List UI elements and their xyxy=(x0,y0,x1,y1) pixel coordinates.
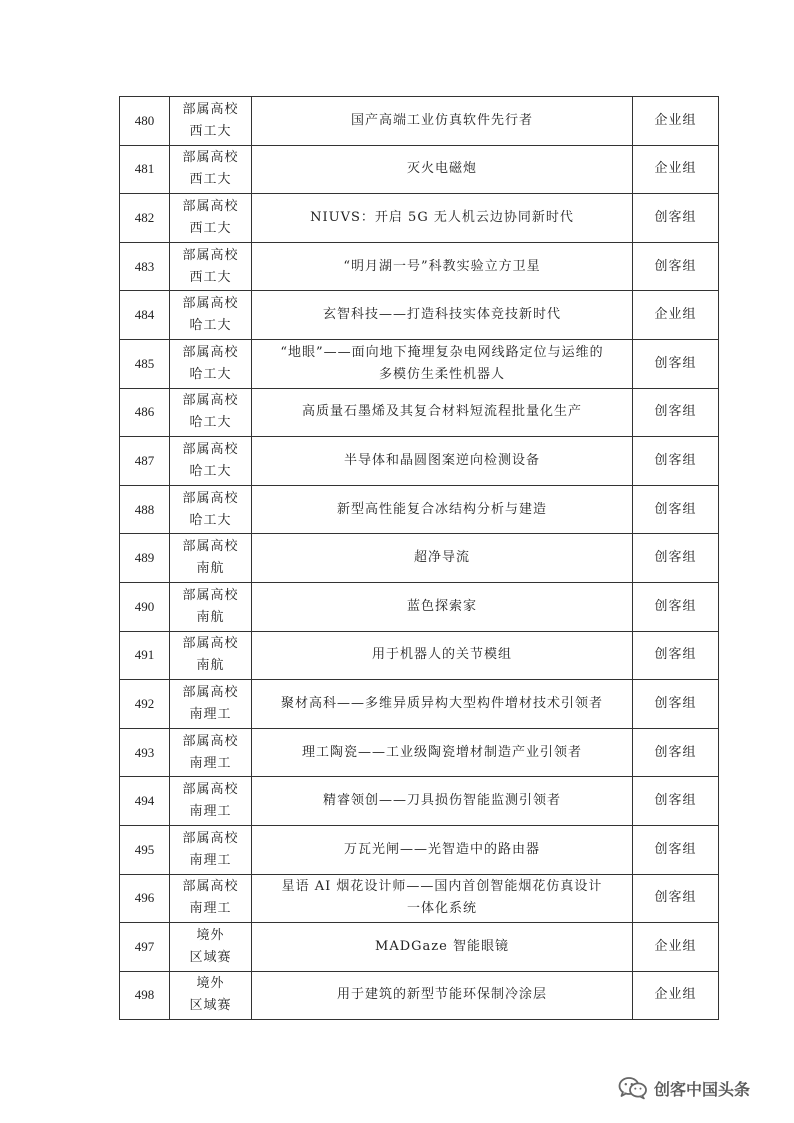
project-name-line: 新型高性能复合冰结构分析与建造 xyxy=(336,501,547,517)
row-number: 480 xyxy=(120,97,170,146)
row-number: 485 xyxy=(120,339,170,388)
project-name-cell xyxy=(252,437,633,486)
category-cell: 创客组 xyxy=(633,485,719,534)
project-name-cell xyxy=(252,291,633,340)
project-name-cell xyxy=(252,923,633,972)
row-number: 487 xyxy=(120,437,170,486)
table-row xyxy=(120,631,719,680)
unit-cell xyxy=(170,680,252,729)
unit-name: 西工大 xyxy=(189,172,232,188)
project-name-cell xyxy=(252,874,633,923)
unit-name: 南航 xyxy=(196,609,225,625)
project-name-line: “地眼”——面向地下掩埋复杂电网线路定位与运维的 xyxy=(280,344,604,360)
unit-name: 哈工大 xyxy=(189,512,232,528)
project-name-cell xyxy=(252,339,633,388)
unit-name: 南理工 xyxy=(189,804,232,820)
watermark xyxy=(618,1076,750,1100)
category-cell: 创客组 xyxy=(633,680,719,729)
wechat-icon xyxy=(618,1076,648,1100)
project-name-cell xyxy=(252,777,633,826)
unit-name: 南理工 xyxy=(189,755,232,771)
unit-cell xyxy=(170,582,252,631)
unit-type: 部属高校 xyxy=(182,539,239,555)
unit-cell xyxy=(170,291,252,340)
unit-cell xyxy=(170,339,252,388)
category-cell: 创客组 xyxy=(633,194,719,243)
unit-type: 部属高校 xyxy=(182,344,239,360)
row-number: 493 xyxy=(120,728,170,777)
category-cell: 企业组 xyxy=(633,923,719,972)
unit-cell xyxy=(170,485,252,534)
table-row xyxy=(120,874,719,923)
unit-name: 南理工 xyxy=(189,901,232,917)
unit-cell xyxy=(170,97,252,146)
project-name-cell xyxy=(252,582,633,631)
category-cell: 企业组 xyxy=(633,145,719,194)
unit-name: 区域赛 xyxy=(189,949,232,965)
project-name-line: 灭火电磁炮 xyxy=(406,161,477,177)
unit-name: 西工大 xyxy=(189,123,232,139)
project-name-cell xyxy=(252,631,633,680)
project-name-line: 超净导流 xyxy=(413,550,470,566)
category-cell: 创客组 xyxy=(633,242,719,291)
unit-type: 部属高校 xyxy=(182,733,239,749)
category-cell: 创客组 xyxy=(633,437,719,486)
table-row xyxy=(120,825,719,874)
watermark-text: 创客中国头条 xyxy=(654,1079,751,1099)
table-row xyxy=(120,97,719,146)
category-cell: 创客组 xyxy=(633,388,719,437)
table-row xyxy=(120,194,719,243)
category-cell: 企业组 xyxy=(633,97,719,146)
row-number: 483 xyxy=(120,242,170,291)
project-name-line: 多模仿生柔性机器人 xyxy=(378,366,505,382)
unit-type: 部属高校 xyxy=(182,198,239,214)
project-name-line: 高质量石墨烯及其复合材料短流程批量化生产 xyxy=(301,404,582,420)
unit-name: 区域赛 xyxy=(189,998,232,1014)
unit-type: 部属高校 xyxy=(182,247,239,263)
table-row xyxy=(120,582,719,631)
category-cell: 企业组 xyxy=(633,971,719,1020)
category-cell: 企业组 xyxy=(633,291,719,340)
project-name-line: 用于建筑的新型节能环保制冷涂层 xyxy=(336,987,547,1003)
table-row xyxy=(120,339,719,388)
unit-type: 部属高校 xyxy=(182,296,239,312)
category-cell: 创客组 xyxy=(633,631,719,680)
unit-cell xyxy=(170,631,252,680)
project-name-line: 万瓦光闸——光智造中的路由器 xyxy=(343,841,540,857)
unit-name: 西工大 xyxy=(189,269,232,285)
unit-type: 部属高校 xyxy=(182,490,239,506)
row-number: 484 xyxy=(120,291,170,340)
table-row xyxy=(120,388,719,437)
unit-name: 哈工大 xyxy=(189,318,232,334)
unit-cell xyxy=(170,242,252,291)
unit-name: 南航 xyxy=(196,658,225,674)
unit-cell xyxy=(170,145,252,194)
row-number: 496 xyxy=(120,874,170,923)
row-number: 495 xyxy=(120,825,170,874)
unit-name: 南航 xyxy=(196,561,225,577)
project-name-line: 用于机器人的关节模组 xyxy=(371,647,512,663)
unit-cell xyxy=(170,388,252,437)
unit-cell xyxy=(170,825,252,874)
project-name-line: 理工陶瓷——工业级陶瓷增材制造产业引领者 xyxy=(301,744,582,760)
category-cell: 创客组 xyxy=(633,534,719,583)
unit-cell xyxy=(170,437,252,486)
unit-name: 哈工大 xyxy=(189,463,232,479)
project-name-line: “明月湖一号”科教实验立方卫星 xyxy=(343,258,541,274)
row-number: 488 xyxy=(120,485,170,534)
unit-name: 南理工 xyxy=(189,706,232,722)
row-number: 482 xyxy=(120,194,170,243)
unit-type: 部属高校 xyxy=(182,150,239,166)
project-name-cell xyxy=(252,242,633,291)
unit-cell xyxy=(170,777,252,826)
table-row xyxy=(120,145,719,194)
category-cell: 创客组 xyxy=(633,582,719,631)
category-cell: 创客组 xyxy=(633,874,719,923)
table-row xyxy=(120,485,719,534)
unit-cell xyxy=(170,534,252,583)
unit-name: 南理工 xyxy=(189,852,232,868)
unit-cell xyxy=(170,194,252,243)
row-number: 497 xyxy=(120,923,170,972)
project-name-line: NIUVS：开启 5G 无人机云边协同新时代 xyxy=(310,209,574,225)
unit-type: 部属高校 xyxy=(182,684,239,700)
project-table xyxy=(119,96,719,1020)
project-table-body xyxy=(120,97,719,1020)
unit-type: 部属高校 xyxy=(182,879,239,895)
category-cell: 创客组 xyxy=(633,825,719,874)
row-number: 490 xyxy=(120,582,170,631)
unit-cell xyxy=(170,728,252,777)
project-name-cell xyxy=(252,145,633,194)
unit-cell xyxy=(170,971,252,1020)
category-cell: 创客组 xyxy=(633,339,719,388)
category-cell: 创客组 xyxy=(633,728,719,777)
project-name-cell xyxy=(252,485,633,534)
unit-type: 部属高校 xyxy=(182,441,239,457)
category-cell: 创客组 xyxy=(633,777,719,826)
project-name-line: 一体化系统 xyxy=(406,901,477,917)
unit-type: 境外 xyxy=(196,927,225,943)
row-number: 494 xyxy=(120,777,170,826)
table-row xyxy=(120,971,719,1020)
unit-cell xyxy=(170,874,252,923)
unit-name: 哈工大 xyxy=(189,415,232,431)
project-name-line: 聚材高科——多维异质异构大型构件增材技术引领者 xyxy=(280,695,603,711)
unit-type: 部属高校 xyxy=(182,636,239,652)
table-row xyxy=(120,680,719,729)
row-number: 489 xyxy=(120,534,170,583)
unit-name: 哈工大 xyxy=(189,366,232,382)
unit-type: 部属高校 xyxy=(182,830,239,846)
project-name-cell xyxy=(252,534,633,583)
project-name-line: 国产高端工业仿真软件先行者 xyxy=(350,112,533,128)
row-number: 498 xyxy=(120,971,170,1020)
unit-cell xyxy=(170,923,252,972)
project-name-cell xyxy=(252,825,633,874)
project-name-cell xyxy=(252,728,633,777)
table-row xyxy=(120,242,719,291)
unit-type: 部属高校 xyxy=(182,587,239,603)
project-name-line: 蓝色探索家 xyxy=(406,598,477,614)
table-row xyxy=(120,437,719,486)
project-name-cell xyxy=(252,388,633,437)
unit-type: 部属高校 xyxy=(182,782,239,798)
table-row xyxy=(120,923,719,972)
unit-type: 境外 xyxy=(196,976,225,992)
table-row xyxy=(120,291,719,340)
project-name-line: 星语 AI 烟花设计师——国内首创智能烟花仿真设计 xyxy=(281,879,603,895)
table-row xyxy=(120,728,719,777)
unit-type: 部属高校 xyxy=(182,393,239,409)
unit-type: 部属高校 xyxy=(182,101,239,117)
row-number: 492 xyxy=(120,680,170,729)
table-row xyxy=(120,534,719,583)
project-name-cell xyxy=(252,971,633,1020)
project-name-cell xyxy=(252,680,633,729)
project-name-line: 玄智科技——打造科技实体竞技新时代 xyxy=(322,307,561,323)
project-name-line: 半导体和晶圆图案逆向检测设备 xyxy=(343,452,540,468)
table-row xyxy=(120,777,719,826)
row-number: 481 xyxy=(120,145,170,194)
project-name-line: 精睿领创——刀具损伤智能监测引领者 xyxy=(322,793,561,809)
row-number: 486 xyxy=(120,388,170,437)
project-name-line: MADGaze 智能眼镜 xyxy=(375,938,509,954)
project-name-cell xyxy=(252,97,633,146)
row-number: 491 xyxy=(120,631,170,680)
project-name-cell xyxy=(252,194,633,243)
unit-name: 西工大 xyxy=(189,220,232,236)
